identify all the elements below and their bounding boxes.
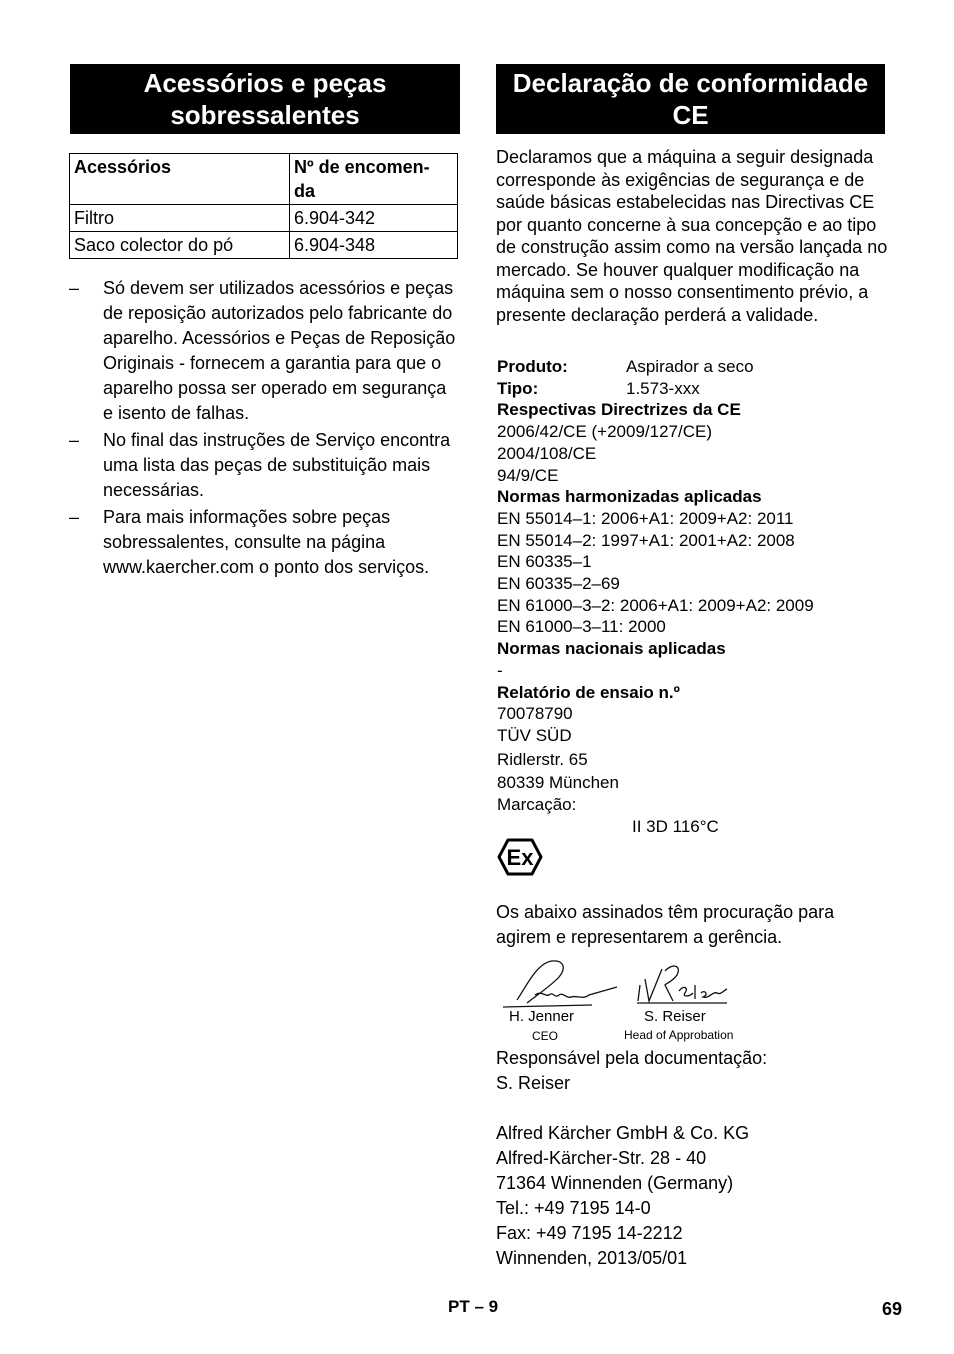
conformity-section-header [496, 64, 885, 134]
ex-symbol-text: Ex [506, 845, 534, 870]
table-row [70, 205, 458, 232]
address-line: 71364 Winnenden (Germany) [496, 1173, 734, 1193]
national-heading: Normas nacionais aplicadas [497, 639, 726, 659]
header-order-number-line1: Nº de encomen- [294, 157, 430, 177]
ex-hexagon-icon [497, 838, 543, 876]
list-item-text: No final das instruções de Serviço encontra uma lista das peças de substituição mais necessárias. [103, 430, 451, 500]
marking-label: Marcação: [497, 795, 577, 815]
directives-heading: Respectivas Directrizes da CE [497, 400, 741, 420]
product-value: Aspirador a seco [626, 357, 754, 376]
address-line: Tel.: +49 7195 14-0 [496, 1198, 651, 1218]
harmonized-item: EN 55014–2: 1997+A1: 2001+A2: 2008 [497, 530, 795, 550]
table-cell-accessory: Saco colector do pó [70, 232, 290, 259]
harmonized-item: EN 61000–3–11: 2000 [497, 617, 666, 637]
signatory-1-role: CEO [532, 1029, 559, 1043]
table-header-row [70, 154, 458, 205]
signatory-1-name: H. Jenner [509, 1008, 575, 1025]
table-header-accessories: Acessórios [70, 154, 290, 205]
report-heading: Relatório de ensaio n.º [497, 682, 680, 702]
product-label: Produto: [497, 357, 568, 376]
list-item [69, 428, 461, 503]
accessories-title-line2: sobressalentes [170, 100, 360, 130]
table-header-order-number [290, 154, 458, 205]
list-item-text: Para mais informações sobre peças sobressalentes, consulte na página www.kaercher.com o ponto dos serviços. [103, 507, 430, 577]
harmonized-item: EN 55014–1: 2006+A1: 2009+A2: 2011 [497, 508, 794, 528]
header-order-number-line2: da [294, 181, 316, 201]
accessories-notes-list [69, 276, 461, 582]
harmonized-heading: Normas harmonizadas aplicadas [497, 487, 762, 507]
table-cell-order-number: 6.904-348 [290, 232, 458, 259]
doc-responsible-name: S. Reiser [496, 1073, 571, 1093]
signatories-text: Os abaixo assinados têm procuração para agirem e representarem a gerência. [496, 902, 835, 947]
accessories-table [69, 153, 458, 259]
product-row [497, 356, 897, 378]
table-cell-order-number: 6.904-342 [290, 205, 458, 232]
marking-value: II 3D 116°C [632, 816, 719, 836]
directive-item: 94/9/CE [497, 465, 559, 485]
company-address [496, 1121, 888, 1271]
accessories-section-header [70, 64, 460, 134]
bullet-dash: – [69, 278, 80, 298]
harmonized-item: EN 61000–3–2: 2006+A1: 2009+A2: 2009 [497, 595, 814, 615]
type-value: 1.573-xxx [626, 378, 700, 398]
address-line: Alfred-Kärcher-Str. 28 - 40 [496, 1148, 707, 1168]
lab-street: Ridlerstr. 65 [497, 749, 588, 769]
signatory-2-role: Head of Approbation [624, 1028, 734, 1042]
address-line: Fax: +49 7195 14-2212 [496, 1223, 683, 1243]
list-item [69, 505, 461, 580]
harmonized-item: EN 60335–2–69 [497, 574, 620, 594]
directive-item: 2004/108/CE [497, 443, 597, 463]
doc-responsible-label: Responsável pela documentação: [496, 1048, 768, 1068]
conformity-title-line1: Declaração de conformidade [512, 68, 869, 98]
accessories-title-line1: Acessórios e peças [143, 68, 387, 98]
doc-responsible [496, 1046, 888, 1096]
directive-item: 2006/42/CE (+2009/127/CE) [497, 422, 713, 442]
declaration-details [497, 356, 897, 837]
handwritten-signatures [497, 955, 777, 1015]
lab-city: 80339 München [497, 773, 619, 793]
signatures [497, 955, 777, 1045]
address-line: Winnenden, 2013/05/01 [496, 1248, 688, 1268]
address-line: Alfred Kärcher GmbH & Co. KG [496, 1123, 750, 1143]
national-value: - [497, 660, 503, 680]
bullet-dash: – [69, 430, 80, 450]
lab-name: TÜV SÜD [497, 725, 572, 745]
list-item [69, 276, 461, 426]
footer-page-number: 69 [882, 1299, 903, 1319]
bullet-dash: – [69, 507, 80, 527]
harmonized-item: EN 60335–1 [497, 552, 592, 572]
type-row [497, 378, 897, 400]
conformity-title-line2: CE [672, 100, 709, 130]
list-item-text: Só devem ser utilizados acessórios e peças de reposição autorizados pelo fabricante do aparelho. Acessórios e Peças de Reposição Originais - fornecem a garantia para que o aparelho possa ser operado em segurança e isento de falhas. [103, 278, 456, 423]
signatory-2-name: S. Reiser [644, 1008, 706, 1025]
report-number: 70078790 [497, 704, 573, 724]
type-label: Tipo: [497, 378, 539, 398]
table-row [70, 232, 458, 259]
footer-language-page: PT – 9 [448, 1297, 499, 1316]
table-cell-accessory: Filtro [70, 205, 290, 232]
declaration-intro: Declaramos que a máquina a seguir designada corresponde às exigências de segurança e de saúde básicas estabelecidas nas Directivas CE por quanto concerne à sua concepção e ao tipo de construção assim como na versão lançada no mercado. Se houver qualquer modificação na máquina sem o nosso consentimento prévio, a presente declaração perderá a validade. [496, 147, 888, 325]
